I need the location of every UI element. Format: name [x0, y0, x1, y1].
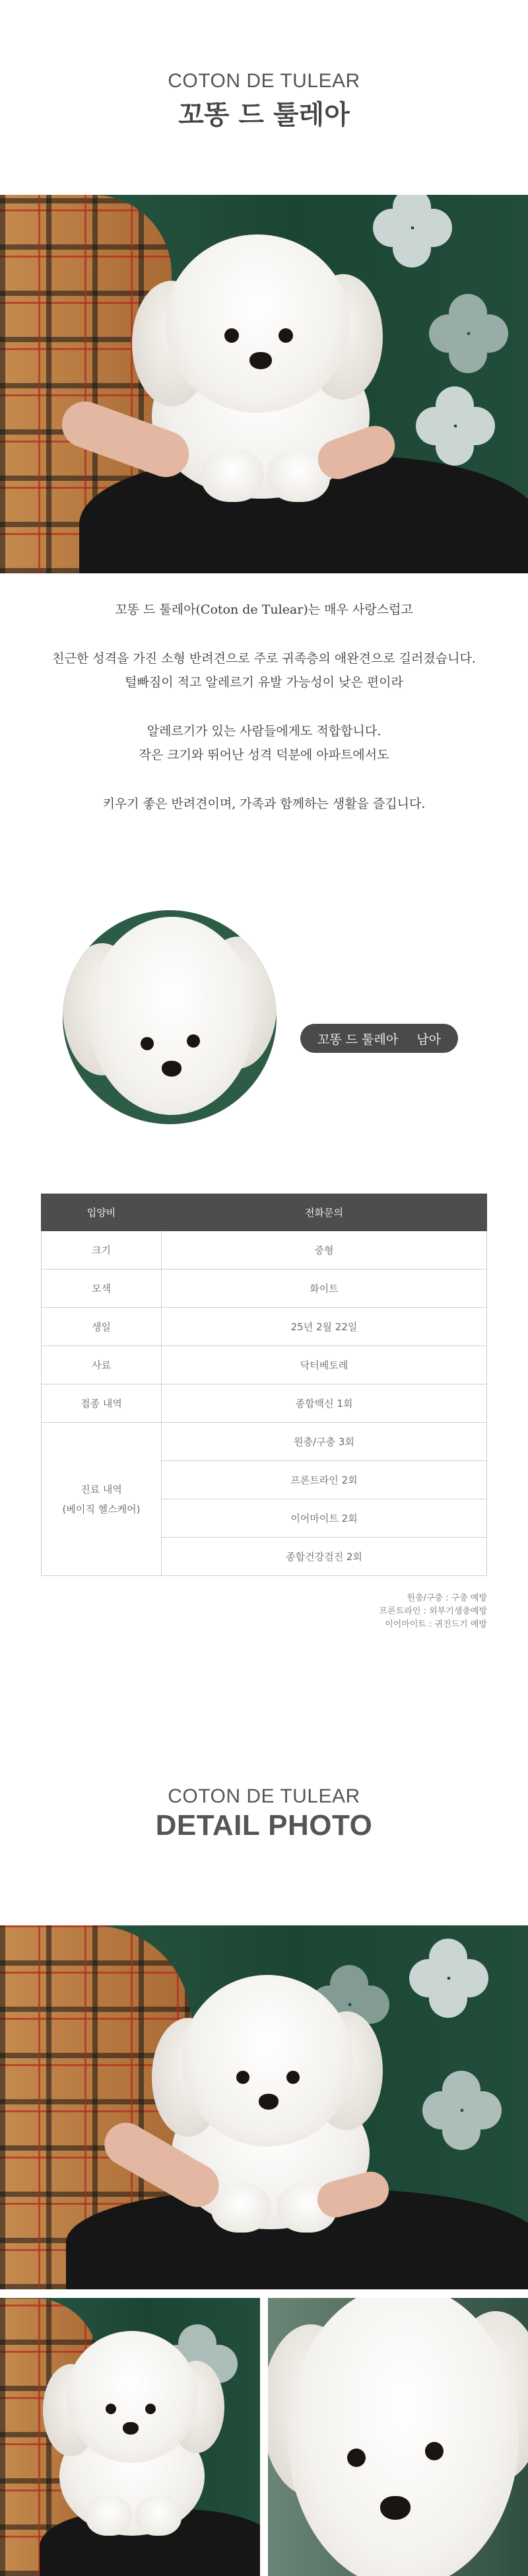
detail-photo-right	[268, 2298, 528, 2576]
table-row	[42, 1231, 487, 1270]
row-label: 사료	[42, 1346, 162, 1384]
description-line: 친근한 성격을 가진 소형 반려견으로 주로 귀족층의 애완견으로 길러졌습니다.	[52, 651, 476, 666]
row-value: 25년 2월 22일	[162, 1308, 487, 1346]
puppy-name-badge	[300, 1024, 458, 1053]
medical-label-line: 진료 내역	[81, 1483, 122, 1495]
row-label: 크기	[42, 1231, 162, 1270]
detail-photo-header	[0, 1785, 528, 1842]
note-line: 이어마이트 : 귀진드기 예방	[385, 1620, 487, 1629]
row-value: 화이트	[162, 1270, 487, 1308]
medical-value: 이어마이트 2회	[162, 1499, 487, 1538]
row-value: 닥터베토레	[162, 1346, 487, 1384]
table-row	[42, 1423, 487, 1461]
detail-photo-title: DETAIL PHOTO	[155, 1809, 373, 1842]
breed-title-english: COTON DE TULEAR	[168, 70, 360, 92]
puppy-avatar	[63, 910, 277, 1124]
puppy-gender: 남아	[416, 1032, 441, 1047]
detail-photo-left	[0, 2298, 260, 2576]
clover-pattern-icon	[422, 2071, 502, 2150]
medical-history-label	[42, 1423, 162, 1576]
row-value: 종합백신 1회	[162, 1384, 487, 1423]
clover-pattern-icon	[429, 294, 508, 373]
description-line: 털빠짐이 적고 알레르기 유발 가능성이 낮은 편이라	[125, 675, 403, 690]
medical-label-line: (베이직 헬스케어)	[62, 1503, 141, 1515]
medical-value: 프론트라인 2회	[162, 1461, 487, 1499]
table-header-value: 전화문의	[162, 1194, 487, 1231]
detail-photo-main	[0, 1925, 528, 2289]
description-line: 꼬똥 드 툴레아(Coton de Tulear)는 매우 사랑스럽고	[115, 602, 413, 617]
table-row	[42, 1346, 487, 1384]
detail-title-english: COTON DE TULEAR	[168, 1785, 360, 1807]
note-line: 원충/구충 : 구충 예방	[407, 1593, 487, 1603]
breed-description	[0, 598, 528, 816]
medical-value: 원충/구충 3회	[162, 1423, 487, 1461]
row-label: 모색	[42, 1270, 162, 1308]
puppy-info-table	[41, 1194, 487, 1576]
medical-value: 종합건강검진 2회	[162, 1538, 487, 1576]
clover-pattern-icon	[416, 386, 495, 466]
puppy-name: 꼬똥 드 툴레아	[317, 1032, 399, 1047]
table-header-label: 입양비	[42, 1194, 162, 1231]
table-row	[42, 1270, 487, 1308]
row-value: 중형	[162, 1231, 487, 1270]
row-label: 생일	[42, 1308, 162, 1346]
dog-figure	[125, 221, 403, 538]
description-line: 작은 크기와 뛰어난 성격 덕분에 아파트에서도	[139, 748, 389, 762]
hero-dog-photo	[0, 195, 528, 573]
table-row	[42, 1308, 487, 1346]
medical-notes	[380, 1592, 487, 1631]
clover-pattern-icon	[409, 1939, 488, 2018]
breed-title-korean: 꼬똥 드 툴레아	[178, 100, 350, 130]
note-line: 프론트라인 : 외부기생충예방	[379, 1606, 487, 1616]
breed-header	[0, 70, 528, 131]
description-line: 키우기 좋은 반려견이며, 가족과 함께하는 생활을 즐깁니다.	[102, 797, 426, 811]
row-label: 접종 내역	[42, 1384, 162, 1423]
description-line: 알레르기가 있는 사람들에게도 적합합니다.	[147, 724, 381, 738]
table-row	[42, 1384, 487, 1423]
